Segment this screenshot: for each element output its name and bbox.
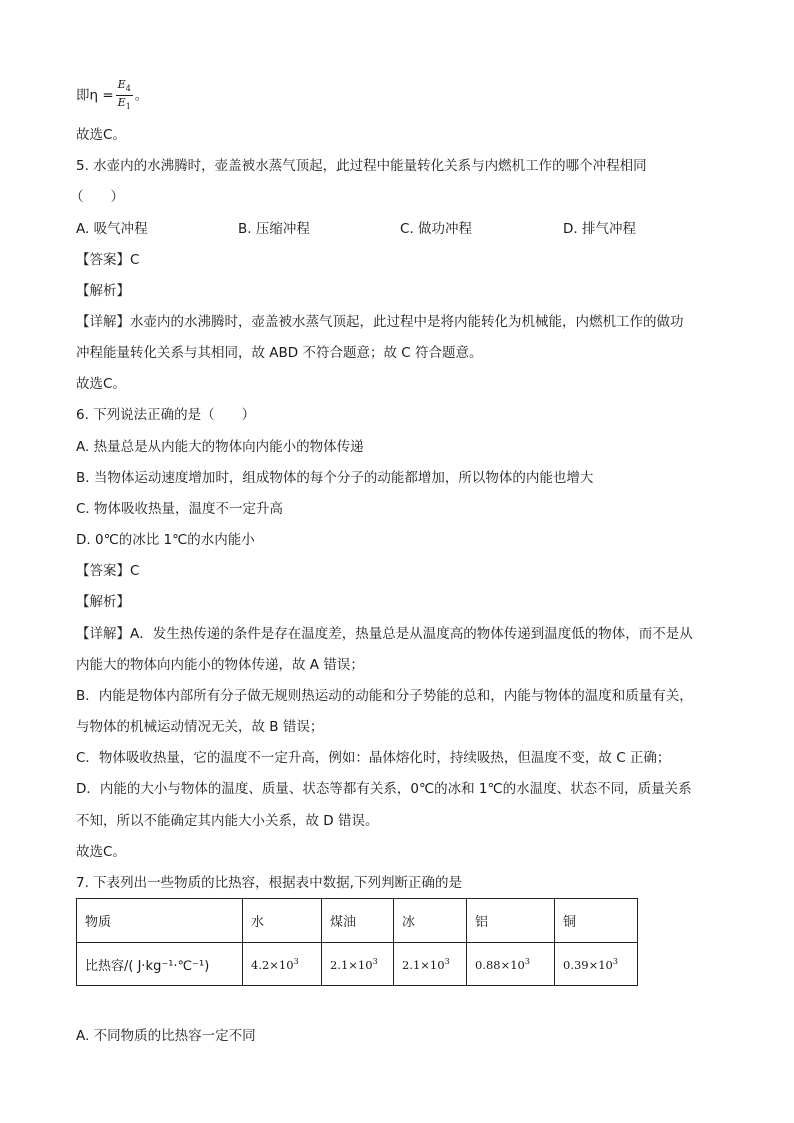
table-header-cell: 水 — [243, 899, 322, 943]
table-header-cell: 铝 — [467, 899, 555, 943]
q6-detail-line-7: 不知，所以不能确定其内能大小关系，故 D 错误。 — [76, 813, 379, 829]
q5-detail-line-1: 【详解】水壶内的水沸腾时，壶盖被水蒸气顶起，此过程中是将内能转化为机械能，内燃机工作的做功 — [76, 314, 684, 330]
q7-stem: 7. 下表列出一些物质的比热容，根据表中数据,下列判断正确的是 — [76, 875, 462, 891]
table-row — [77, 943, 638, 986]
efficiency-formula — [76, 78, 148, 113]
q5-stem: 5. 水壶内的水沸腾时，壶盖被水蒸气顶起，此过程中能量转化关系与内燃机工作的哪个冲程相同 — [76, 158, 647, 174]
table-cell: $0.39\times 10^3$ — [555, 943, 638, 986]
q6-option-c: C. 物体吸收热量，温度不一定升高 — [76, 501, 284, 517]
q6-detail-line-6: D．内能的大小与物体的温度、质量、状态等都有关系，0℃的冰和 1℃的水温度、状态不同，质量关系 — [76, 781, 692, 797]
q5-detail-line-2: 冲程能量转化关系与其相同，故 ABD 不符合题意；故 C 符合题意。 — [76, 345, 483, 361]
q5-option-a: A. 吸气冲程 — [76, 221, 148, 237]
q6-detail-line-3: B．内能是物体内部所有分子做无规则热运动的动能和分子势能的总和，内能与物体的温度和质量有关， — [76, 688, 693, 704]
q5-conclusion: 故选C。 — [76, 376, 126, 392]
q6-option-a: A. 热量总是从内能大的物体向内能小的物体传递 — [76, 439, 364, 455]
q6-detail-line-1: 【详解】A．发生热传递的条件是存在温度差，热量总是从温度高的物体传递到温度低的物体，而不是从 — [76, 626, 693, 642]
table-header-cell: 煤油 — [322, 899, 394, 943]
q6-option-d: D. 0℃的冰比 1℃的水内能小 — [76, 532, 255, 548]
q5-blank: （ ） — [70, 189, 124, 205]
q6-stem: 6. 下列说法正确的是（ ） — [76, 407, 256, 423]
q7-option-a: A. 不同物质的比热容一定不同 — [76, 1028, 256, 1044]
table-cell: $2.1\times 10^3$ — [394, 943, 467, 986]
q6-detail-line-5: C．物体吸收热量，它的温度不一定升高，例如：晶体熔化时，持续吸热，但温度不变，故 C 正确； — [76, 750, 671, 766]
table-header-cell: 冰 — [394, 899, 467, 943]
table-cell: $0.88\times 10^3$ — [467, 943, 555, 986]
q6-answer: 【答案】C — [76, 563, 140, 579]
table-cell: $2.1\times 10^3$ — [322, 943, 394, 986]
q6-option-b: B. 当物体运动速度增加时，组成物体的每个分子的动能都增加，所以物体的内能也增大 — [76, 470, 594, 486]
table-cell: $4.2\times 10^3$ — [243, 943, 322, 986]
q6-analysis-label: 【解析】 — [76, 594, 130, 610]
formula-suffix: 。 — [134, 87, 149, 104]
specific-heat-table — [76, 898, 638, 986]
formula-fraction: $\frac{E_4}{E_1}$ — [117, 78, 131, 112]
q5-option-c: C. 做功冲程 — [400, 221, 473, 237]
q5-answer: 【答案】C — [76, 252, 140, 268]
table-header-cell: 铜 — [555, 899, 638, 943]
q5-option-d: D. 排气冲程 — [563, 221, 636, 237]
q6-detail-line-2: 内能大的物体向内能小的物体传递，故 A 错误； — [76, 657, 364, 673]
q5-option-b: B. 压缩冲程 — [238, 221, 310, 237]
table-header-row — [77, 899, 638, 943]
q5-analysis-label: 【解析】 — [76, 283, 130, 299]
formula-prefix: 即η = — [76, 87, 114, 104]
q4-conclusion: 故选C。 — [76, 127, 126, 143]
q6-conclusion: 故选C。 — [76, 844, 126, 860]
table-row-label: 比热容/( J·kg⁻¹·℃⁻¹) — [77, 943, 243, 986]
table-header-cell: 物质 — [77, 899, 243, 943]
q6-detail-line-4: 与物体的机械运动情况无关，故 B 错误； — [76, 719, 324, 735]
